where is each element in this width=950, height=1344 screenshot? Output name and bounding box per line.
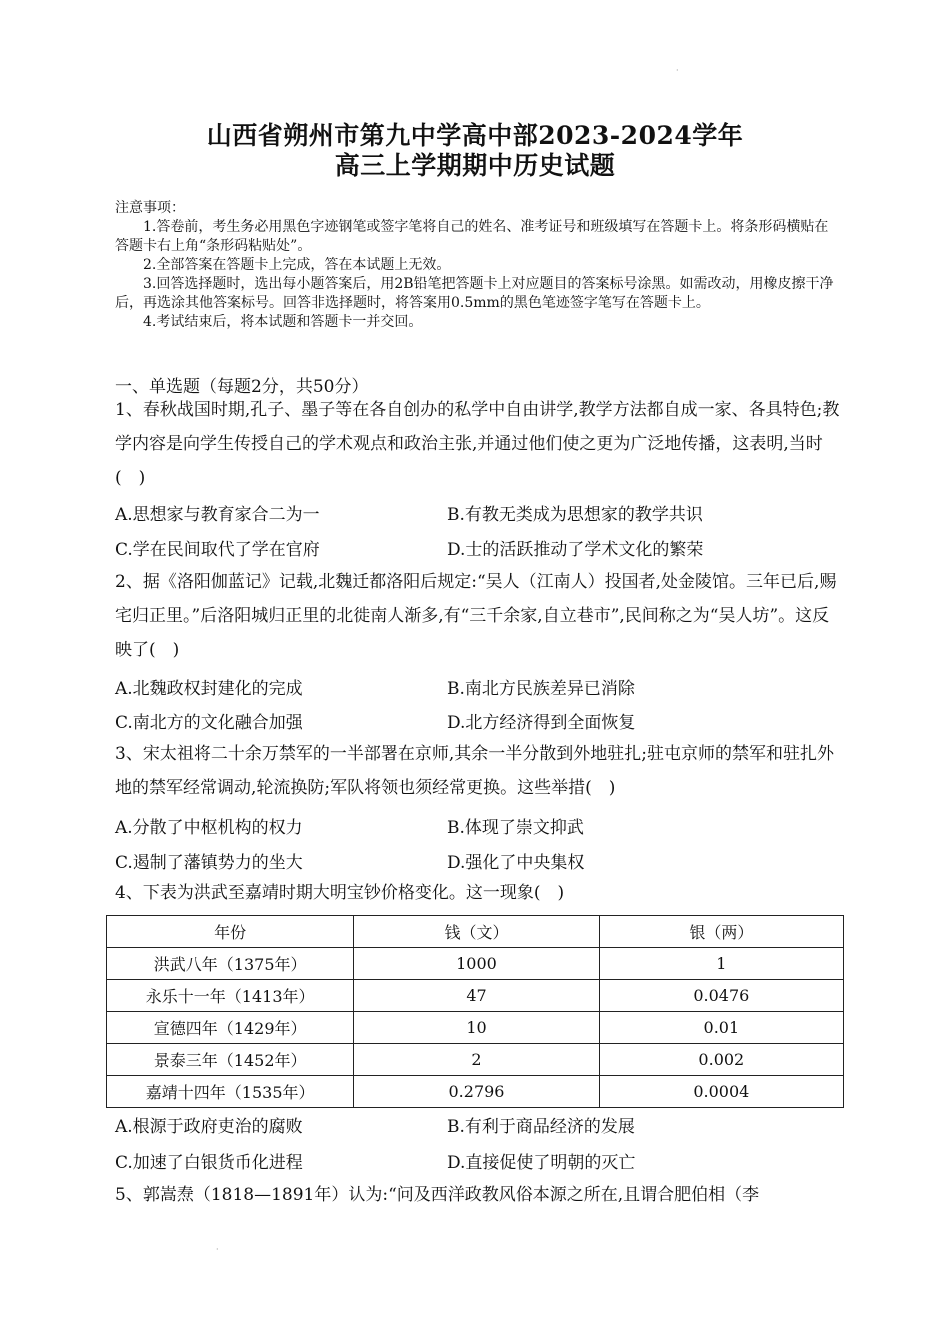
scan-dot: · [216, 1245, 219, 1254]
exam-title-line1: 山西省朔州市第九中学高中部2023-2024学年 [206, 121, 744, 150]
table-row [107, 948, 844, 980]
section-title: 一、单选题（每题2分，共50分） [115, 377, 369, 397]
table-cell: 宣德四年（1429年） [107, 1012, 354, 1044]
table-row [107, 1012, 844, 1044]
table-cell: 2 [354, 1044, 599, 1076]
notice-heading: 注意事项： [115, 200, 185, 216]
scan-dot: · [676, 66, 679, 75]
table-cell: 10 [354, 1012, 599, 1044]
notice-item: 4.考试结束后，将本试题和答题卡一并交回。 [143, 314, 423, 330]
option-c: C.加速了白银货币化进程 [115, 1153, 303, 1173]
option-a: A.分散了中枢机构的权力 [115, 818, 303, 838]
option-b: B.有教无类成为思想家的教学共识 [447, 505, 703, 525]
table-cell: 0.01 [599, 1012, 843, 1044]
question-2-stem: 2、据《洛阳伽蓝记》记载,北魏迁都洛阳后规定:“吴人（江南人）投国者,处金陵馆。三年已后,赐宅归正里。”后洛阳城归正里的北徙南人渐多,有“三千余家,自立巷市”,民间称之为“吴人坊”。这反映了( ) [115, 572, 837, 660]
question-5-stem: 5、郭嵩焘（1818—1891年）认为:“问及西洋政教风俗本源之所在,且谓合肥伯相（李 [115, 1185, 760, 1205]
table-header: 银（两） [599, 916, 843, 948]
table-cell: 景泰三年（1452年） [107, 1044, 354, 1076]
option-a: A.北魏政权封建化的完成 [115, 679, 303, 699]
question-4-stem: 4、下表为洪武至嘉靖时期大明宝钞价格变化。这一现象( ) [115, 883, 565, 903]
option-d: D.北方经济得到全面恢复 [447, 713, 636, 733]
table-cell: 0.002 [599, 1044, 843, 1076]
option-c: C.遏制了藩镇势力的坐大 [115, 853, 303, 873]
table-row [107, 1076, 844, 1108]
table-cell: 0.0004 [599, 1076, 843, 1108]
option-b: B.体现了崇文抑武 [447, 818, 584, 838]
price-table [106, 915, 844, 1108]
table-header-row [107, 916, 844, 948]
table-row [107, 980, 844, 1012]
option-a: A.根源于政府吏治的腐败 [115, 1117, 303, 1137]
table-header: 年份 [107, 916, 354, 948]
option-d: D.直接促使了明朝的灭亡 [447, 1153, 636, 1173]
notice-block [115, 199, 840, 332]
option-c: C.南北方的文化融合加强 [115, 713, 303, 733]
option-b: B.南北方民族差异已消除 [447, 679, 635, 699]
option-d: D.强化了中央集权 [447, 853, 585, 873]
table-cell: 0.2796 [354, 1076, 599, 1108]
option-b: B.有利于商品经济的发展 [447, 1117, 635, 1137]
table-cell: 嘉靖十四年（1535年） [107, 1076, 354, 1108]
exam-title-line2: 高三上学期期中历史试题 [334, 151, 616, 180]
notice-item: 3.回答选择题时，选出每小题答案后，用2B铅笔把答题卡上对应题目的答案标号涂黑。如需改动，用橡皮擦干净后，再选涂其他答案标号。回答非选择题时，将答案用0.5mm的黑色笔迹签字笔写在答题卡上。 [115, 276, 834, 311]
option-a: A.思想家与教育家合二为一 [115, 505, 320, 525]
option-d: D.士的活跃推动了学术文化的繁荣 [447, 540, 704, 560]
notice-item: 2.全部答案在答题卡上完成，答在本试题上无效。 [143, 257, 451, 273]
table-cell: 1 [599, 948, 843, 980]
question-3-stem: 3、宋太祖将二十余万禁军的一半部署在京师,其余一半分散到外地驻扎;驻屯京师的禁军和驻扎外地的禁军经常调动,轮流换防;军队将领也须经常更换。这些举措( ) [115, 744, 834, 798]
table-cell: 0.0476 [599, 980, 843, 1012]
table-cell: 47 [354, 980, 599, 1012]
table-cell: 永乐十一年（1413年） [107, 980, 354, 1012]
notice-item: 1.答卷前，考生务必用黑色字迹钢笔或签字笔将自己的姓名、准考证号和班级填写在答题卡上。将条形码横贴在答题卡右上角“条形码粘贴处”。 [115, 219, 829, 254]
table-cell: 洪武八年（1375年） [107, 948, 354, 980]
table-cell: 1000 [354, 948, 599, 980]
option-c: C.学在民间取代了学在官府 [115, 540, 320, 560]
table-header: 钱（文） [354, 916, 599, 948]
question-1-stem: 1、春秋战国时期,孔子、墨子等在各自创办的私学中自由讲学,教学方法都自成一家、各具特色;教学内容是向学生传授自己的学术观点和政治主张,并通过他们使之更为广泛地传播，这表明,当时( ) [115, 400, 840, 488]
table-row [107, 1044, 844, 1076]
